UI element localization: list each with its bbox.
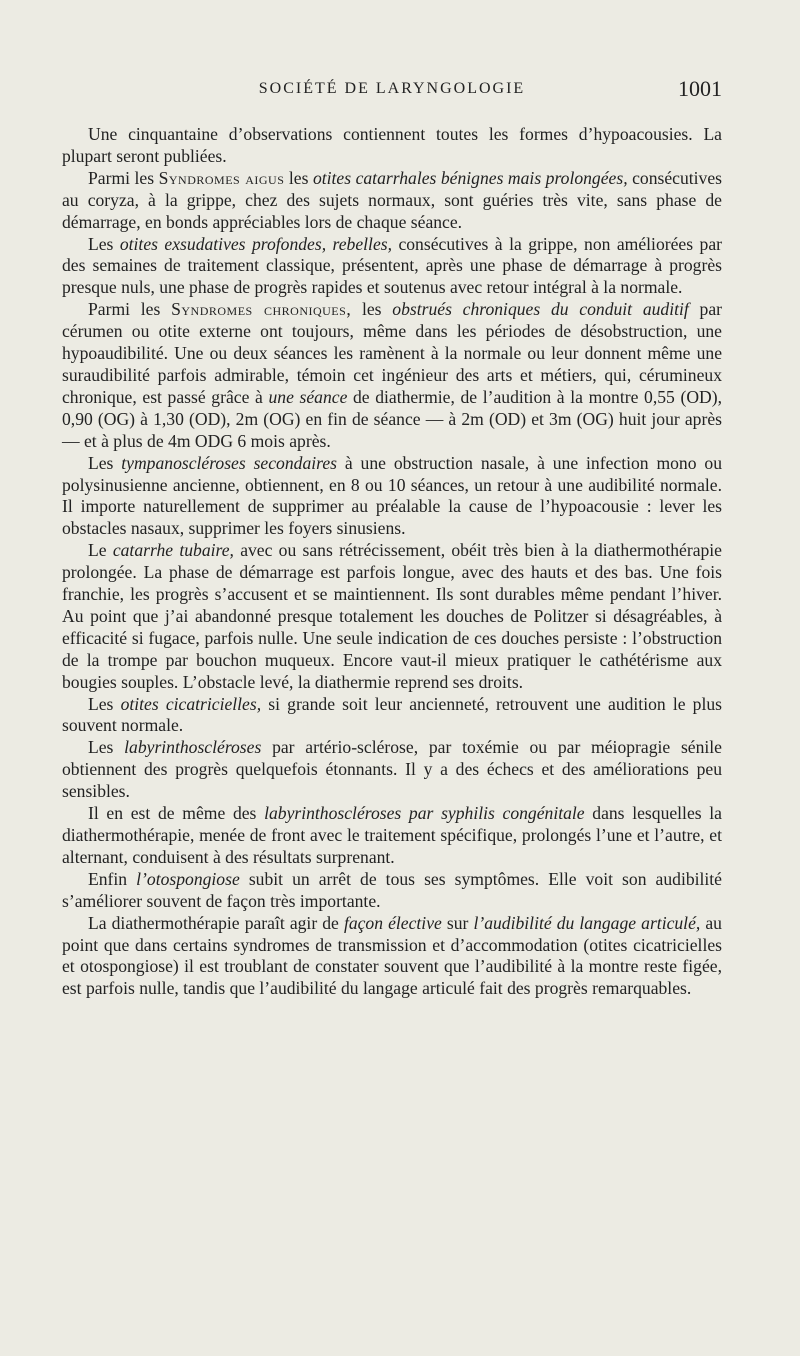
text-segment: consécutives au coryza, à la grippe, chez des sujets normaux, sont guéries très vite, sans phase de démarrage, en bonds appréciables lors de chaque séance. [62, 167, 722, 232]
text-segment: La diathermothérapie paraît agir de [88, 912, 344, 933]
text-segment: Les [88, 693, 121, 714]
italic-text: l’otospongiose [136, 868, 240, 889]
text-segment: si grande soit leur ancienneté, retrouvent une audition le plus souvent normale. [62, 693, 723, 736]
text-segment: Parmi les [88, 167, 159, 188]
italic-text: labyrinthoscléroses par syphilis congénitale [264, 803, 585, 824]
text-segment: subit un arrêt de tous ses symptômes. Elle voit son audibilité s’améliorer souvent de façon très importante. [62, 868, 722, 911]
text-segment: Enfin [88, 868, 137, 889]
paragraph [62, 299, 722, 452]
text-segment: Les [88, 452, 122, 473]
page-header [62, 76, 722, 108]
text-segment: les [351, 299, 393, 320]
text-segment: avec ou sans rétrécissement, obéit très bien à la diathermothérapie prolongée. La phase de démarrage est parfois longue, avec des hauts et des bas. Une fois franchie, les progrès s’accusent et se maintiennent. Ils sont durables même pendant l’hiver. Au point que j’ai abandonné presque totalement les douches de Politzer si désagréables, à efficacité si fugace, parfois nulle. Une seule indication de ces douches persiste : l’obstruction de la trompe par bouchon muqueux. Encore vaut-il mieux pratiquer le cathétérisme aux bougies souples. L’obstacle levé, la diathermie reprend ses droits. [62, 540, 722, 692]
paragraph [62, 540, 722, 693]
paragraph [62, 737, 722, 803]
text-segment: par artério-sclérose, par toxémie ou par méiopragie sénile obtiennent des progrès quelquefois étonnants. Il y a des échecs et des améliorations peu sensibles. [62, 737, 722, 802]
paragraph [62, 803, 722, 869]
text-segment: Il en est de même des [88, 803, 265, 824]
paragraph [62, 913, 722, 1001]
text-segment: Parmi les [88, 299, 172, 320]
italic-text: une séance [268, 386, 348, 407]
paragraph [62, 124, 722, 168]
text-segment: Une cinquantaine d’observations contiennent toutes les formes d’hypoacousies. La plupart seront publiées. [62, 124, 722, 166]
italic-text: obstrués chroniques du conduit auditif [392, 299, 689, 320]
text-segment: Le [88, 540, 113, 561]
text-segment: de diathermie, de l’audition à la montre 0,55 (OD), 0,90 (OG) à 1,30 (OD), 2m (OG) en fin de séance — à 2m (OD) et 3m (OG) huit jour après — et à plus de 4m ODG 6 mois après. [62, 386, 722, 451]
running-title: SOCIÉTÉ DE LARYNGOLOGIE [258, 80, 526, 97]
paragraph [62, 234, 722, 300]
italic-text: tympanoscléroses secondaires [121, 452, 337, 473]
italic-text: catarrhe tubaire, [112, 540, 234, 561]
paragraph [62, 168, 722, 234]
paragraph [62, 694, 722, 738]
text-segment: au point que dans certains syndromes de transmission et d’accommodation (otites cicatricielles et otospongiose) il est troublant de constater souvent que l’audibilité à la montre reste figée, est parfois nulle, tandis que l’audibilité du langage articulé fait des progrès remarquables. [62, 912, 722, 999]
small-caps-heading: Syndromes aigus [158, 167, 285, 188]
text-segment: à une obstruction nasale, à une infection mono ou polysinusienne ancienne, obtiennent, en 8 ou 10 séances, un retour à une audibilité normale. Il importe naturellement de supprimer au préalable la cause de l’hypoacousie : lever les obstacles nasaux, supprimer les foyers sinusiens. [62, 452, 722, 539]
italic-text: façon élective [343, 912, 442, 933]
page-number: 1001 [678, 76, 722, 101]
text-segment: par cérumen ou otite externe ont toujours, même dans les périodes de désobstruction, une hypoaudibilité. Une ou deux séances les ramènent à la normale ou leur donnent même une suraudibilité parfois admirable, témoin cet ingénieur des arts et métiers, qui, cérumineux chronique, est passé grâce à [62, 299, 723, 407]
body-text [62, 124, 722, 1000]
italic-text: l’audibilité du langage articulé, [473, 912, 701, 933]
text-segment: les [284, 167, 313, 188]
italic-text: otites exsudatives profondes, rebelles, [119, 233, 392, 254]
paragraph [62, 453, 722, 541]
italic-text: otites cicatricielles, [120, 693, 262, 714]
italic-text: labyrinthoscléroses [124, 737, 262, 758]
text-segment: dans lesquelles la diathermothérapie, menée de front avec le traitement spécifique, prolongés l’une et l’autre, et alternant, conduisent à des résultats surprenant. [62, 803, 722, 867]
text-segment: sur [441, 912, 474, 933]
text-segment: consécutives à la grippe, non améliorées par des semaines de traitement classique, présentent, après une phase de démarrage à progrès presque nuls, une phase de progrès rapides et soutenus avec retour intégral à la normale. [62, 233, 722, 298]
text-segment: Les [88, 737, 125, 758]
paragraph [62, 869, 722, 913]
italic-text: otites catarrhales bénignes mais prolongées, [312, 167, 628, 188]
small-caps-heading: Syndromes chroniques, [171, 299, 352, 320]
text-segment: Les [88, 233, 120, 254]
